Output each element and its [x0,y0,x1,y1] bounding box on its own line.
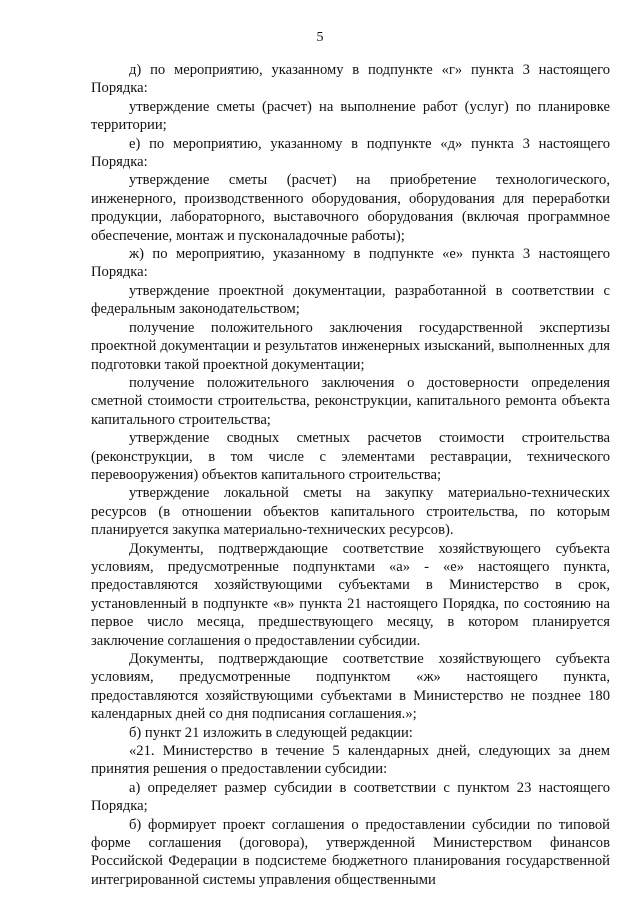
paragraph-zh-requirement-3: получение положительного заключения о достоверности определения сметной стоимости строительства, реконструкции, капитального ремонта объекта капитального строительства; [91,374,610,428]
document-body [91,61,610,889]
paragraph-zh-requirement-2: получение положительного заключения государственной экспертизы проектной документации и результатов инженерных изысканий, выполненных для подготовки такой проектной документации; [91,319,610,373]
paragraph-zh-item: ж) по мероприятию, указанному в подпункте «е» пункта 3 настоящего Порядка: [91,246,610,281]
paragraph-e-requirement: утверждение сметы (расчет) на приобретение технологического, инженерного, производственного оборудования, оборудования для переработки продукции, лабораторного, выставочного оборудования (включая программное обеспечение, монтаж и пусконаладочные работы); [91,172,610,244]
page-number: 5 [316,30,324,45]
paragraph-point-21-a: а) определяет размер субсидии в соответствии с пунктом 23 настоящего Порядка; [91,779,610,815]
paragraph-documents-a-e: Документы, подтверждающие соответствие хозяйствующего субъекта условиям, предусмотренные подпунктами «а» - «е» настоящего пункта, предоставляются хозяйствующими субъектами в Министерство в срок, установленный в подпункте «в» пункта 21 настоящего Порядка, по состоянию на первое число месяца, предшествующего месяцу, в котором планируется заключение соглашения о предоставлении субсидии. [91,540,610,649]
paragraph-d-requirement: утверждение сметы (расчет) на выполнение работ (услуг) по планировке территории; [91,98,610,134]
paragraph-b-point-21: б) пункт 21 изложить в следующей редакции: [129,724,413,741]
paragraph-e-item: е) по мероприятию, указанному в подпункте «д» пункта 3 настоящего Порядка: [91,135,610,171]
paragraph-zh-requirement-4: утверждение сводных сметных расчетов стоимости строительства (реконструкции, в том числе с элементами реставрации, технического перевооружения) объектов капитального строительства; [91,430,610,483]
paragraph-zh-requirement-1: утверждение проектной документации, разработанной в соответствии с федеральным законодательством; [91,282,610,318]
paragraph-zh-requirement-5: утверждение локальной сметы на закупку материально-технических ресурсов (в отношении объектов капитального строительства, по которым планируется закупка материально-технических ресурсов). [91,485,610,539]
paragraph-point-21-intro: «21. Министерство в течение 5 календарных дней, следующих за днем принятия решения о предоставлении субсидии: [91,743,610,778]
paragraph-point-21-b: б) формирует проект соглашения о предоставлении субсидии по типовой форме соглашения (договора), утвержденной Министерством финансов Российской Федерации в подсистеме бюджетного планирования государственной интегрированной системы управления общественными [91,816,610,888]
paragraph-documents-zh: Документы, подтверждающие соответствие хозяйствующего субъекта условиям, предусмотренные подпунктом «ж» настоящего пункта, предоставляются хозяйствующими субъектами в Министерство не позднее 180 календарных дней со дня подписания соглашения.»; [91,651,610,723]
paragraph-d-item: д) по мероприятию, указанному в подпункте «г» пункта 3 настоящего Порядка: [91,62,610,97]
